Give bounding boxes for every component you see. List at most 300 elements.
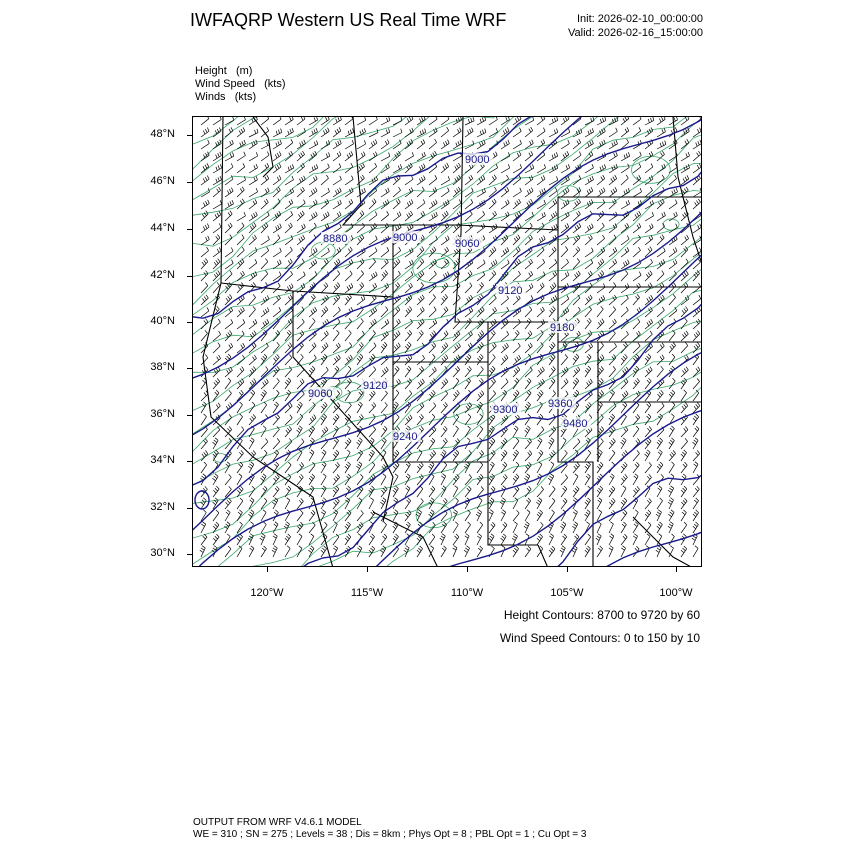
wind-barb [201, 295, 208, 305]
wind-barb [633, 462, 639, 473]
wind-barb [453, 450, 459, 461]
wind-barb [357, 318, 363, 329]
wind-barb [597, 319, 604, 329]
wind-barb [501, 343, 509, 353]
wind-barb [681, 486, 687, 497]
wind-barb [345, 402, 351, 413]
wind-barb [369, 546, 375, 557]
wind-barb [345, 330, 351, 341]
wind-barb [657, 390, 663, 401]
wind-barb [609, 307, 616, 318]
lat-tick [187, 135, 192, 136]
wind-barb [597, 498, 602, 509]
wind-barb [681, 522, 687, 533]
wind-barb [309, 474, 315, 485]
wind-barb [453, 426, 459, 437]
wind-barb [369, 498, 374, 509]
wind-barb [585, 510, 591, 521]
wind-barb [333, 330, 339, 341]
wind-barb [417, 546, 423, 557]
state-border [633, 517, 693, 567]
wind-barb [321, 462, 326, 473]
wind-barb [357, 510, 363, 521]
wind-barb [381, 247, 389, 257]
wind-barb [321, 427, 328, 437]
wind-barb [633, 272, 641, 281]
wind-barb [621, 438, 627, 449]
wind-barb [513, 367, 520, 378]
lat-tick [187, 554, 192, 555]
wind-barb [645, 498, 652, 509]
lat-tick [187, 322, 192, 323]
wind-barb [489, 175, 496, 185]
wind-barb [657, 271, 664, 281]
wind-barb [465, 522, 471, 533]
wind-barb [393, 366, 399, 377]
wind-barb [657, 414, 663, 425]
wind-barb [669, 224, 677, 233]
wind-barb [657, 498, 663, 509]
wind-barb [213, 223, 221, 233]
wind-speed-contour [663, 219, 679, 230]
wind-barb [297, 498, 303, 509]
wind-barb [213, 319, 220, 329]
wind-barb [453, 378, 459, 389]
wind-barb [261, 307, 269, 317]
wind-barb [465, 534, 469, 545]
wind-barb [357, 259, 364, 269]
wind-barb [597, 175, 605, 185]
wind-barb [249, 164, 258, 173]
wind-barb [465, 283, 472, 293]
wind-barb [561, 438, 566, 449]
wind-barb [585, 318, 591, 329]
wind-barb [405, 283, 413, 293]
wind-barb [369, 343, 376, 353]
wind-barb [537, 534, 543, 545]
wind-barb [345, 271, 352, 281]
wind-barb [333, 247, 341, 257]
wind-barb [525, 498, 531, 509]
wind-barb [453, 163, 461, 173]
wind-barb [321, 199, 329, 209]
wind-barb [393, 331, 400, 341]
wind-barb [633, 223, 641, 233]
wind-barb [381, 188, 389, 197]
wind-barb [201, 224, 209, 234]
wind-barb [537, 342, 543, 353]
wind-barb [693, 510, 699, 521]
wind-barb [429, 128, 437, 137]
wind-speed-contour [193, 376, 702, 567]
wind-barb [572, 546, 577, 557]
wind-barb [477, 546, 483, 557]
wind-barb [681, 164, 690, 173]
wind-barb [537, 247, 544, 257]
wind-barb [633, 152, 641, 161]
wind-barb [237, 414, 243, 425]
height-contour-label: 9120 [498, 285, 523, 297]
height-contour-label: 9240 [393, 431, 418, 443]
wind-barb [309, 343, 316, 353]
wind-barb [261, 236, 269, 245]
wind-barb [549, 306, 555, 317]
wind-barb [561, 498, 567, 509]
wind-barb [285, 284, 293, 293]
wind-barb [417, 129, 426, 138]
wind-barb [309, 450, 314, 461]
wind-barb [237, 307, 245, 317]
wind-barb [597, 295, 605, 305]
valid-time: Valid: 2026-02-16_15:00:00 [568, 27, 703, 39]
wind-barb [561, 117, 569, 125]
wind-barb [261, 510, 266, 521]
wind-barb [537, 139, 545, 149]
wind-barb [609, 546, 613, 557]
wind-barb [285, 151, 293, 161]
wind-barb [465, 175, 473, 185]
wind-barb [405, 330, 412, 341]
wind-barb [345, 450, 350, 461]
wind-barb [285, 534, 291, 545]
wind-barb [285, 188, 294, 197]
wind-barb [585, 462, 591, 473]
wind-barb [657, 117, 665, 125]
wind-barb [453, 319, 460, 329]
wind-barb [621, 510, 627, 521]
wind-barb [513, 486, 519, 497]
wind-barb [345, 283, 353, 293]
wind-barb [525, 414, 531, 425]
height-contour-label: 8880 [323, 233, 348, 245]
wind-barb [201, 128, 209, 138]
wind-barb [525, 283, 533, 293]
wind-barb [213, 378, 220, 389]
wind-barb [321, 474, 326, 485]
lat-label: 36°N [150, 408, 175, 420]
wind-barb [477, 534, 482, 545]
wind-barb [273, 140, 282, 149]
wind-barb [561, 212, 569, 221]
wind-barb [381, 283, 389, 293]
wind-barb [525, 235, 533, 245]
wind-barb [309, 402, 315, 413]
wind-barb [621, 223, 629, 233]
wind-barb [237, 283, 244, 294]
wind-barb [512, 534, 517, 545]
wind-barb [597, 247, 605, 257]
wind-barb [657, 438, 663, 449]
wind-barb [693, 546, 698, 557]
wind-barb [693, 164, 701, 174]
wind-barb [573, 486, 579, 497]
wind-barb [633, 450, 640, 461]
wind-barb [237, 199, 244, 209]
wind-barb [537, 510, 543, 521]
wind-barb [489, 199, 496, 209]
wind-barb [369, 402, 376, 413]
wind-barb [237, 510, 242, 521]
wind-barb [645, 163, 653, 173]
wind-barb [669, 212, 677, 221]
height-contour-label: 9000 [393, 232, 418, 244]
wind-barb [597, 164, 606, 173]
wind-barb [669, 378, 675, 389]
lon-label: 105°W [550, 587, 584, 599]
wind-barb [417, 176, 425, 185]
wind-barb [285, 426, 292, 437]
wind-barb [285, 486, 291, 497]
wind-barb [525, 331, 532, 341]
field-label-winds: Winds (kts) [195, 91, 257, 103]
wind-barb [333, 127, 341, 137]
wind-barb [537, 414, 543, 425]
wind-barb [489, 343, 496, 353]
wind-barb [645, 450, 651, 461]
wind-speed-legend: Wind Speed Contours: 0 to 150 by 10 [499, 631, 700, 645]
wind-barb [597, 306, 603, 317]
wind-barb [465, 128, 473, 137]
wind-barb [357, 152, 365, 161]
wind-barb [464, 546, 470, 557]
wind-barb [489, 486, 495, 497]
wind-barb [561, 164, 570, 173]
wind-barb [333, 355, 340, 365]
wind-barb [453, 522, 458, 533]
wind-barb [669, 200, 677, 209]
wind-barb [297, 117, 305, 125]
wind-barb [501, 164, 510, 173]
wind-barb [225, 510, 230, 521]
lat-tick [187, 276, 192, 277]
wind-barb [561, 475, 568, 486]
wind-barb [657, 343, 664, 353]
wind-barb [477, 391, 484, 401]
wind-barb [309, 164, 318, 173]
wind-barb [393, 474, 398, 485]
wind-barb [441, 307, 448, 317]
wind-barb [489, 438, 495, 449]
lat-tick [187, 508, 192, 509]
wind-barb [621, 200, 630, 209]
wind-barb [393, 486, 399, 497]
wind-barb [681, 271, 688, 281]
wind-barb [441, 200, 449, 209]
wind-barb [393, 343, 400, 353]
wind-barb [212, 474, 218, 485]
wind-barb [501, 117, 510, 125]
wind-barb [321, 510, 326, 521]
wind-barb [525, 510, 530, 521]
wind-barb [585, 248, 593, 257]
wind-barb [249, 188, 258, 197]
wind-barb [669, 342, 676, 353]
wind-barb [669, 307, 677, 317]
wind-barb [657, 403, 664, 413]
wind-barb [249, 259, 257, 269]
wind-barb [633, 283, 641, 293]
wind-barb [213, 200, 222, 209]
wind-barb [501, 534, 507, 545]
wind-barb [585, 343, 593, 353]
wind-barb [249, 306, 256, 317]
wind-barb [261, 354, 267, 365]
wind-barb [405, 498, 411, 509]
wind-barb [597, 117, 606, 125]
wind-barb [681, 295, 689, 305]
lon-tick [467, 567, 468, 572]
wind-barb [609, 212, 617, 221]
wind-barb [429, 187, 437, 197]
wind-barb [225, 188, 233, 197]
wind-barb [273, 152, 281, 162]
wind-barb [657, 128, 666, 137]
wind-barb [561, 307, 569, 317]
wind-barb [549, 247, 556, 257]
wind-barb [621, 331, 629, 341]
wind-barb [669, 247, 677, 257]
wind-barb [405, 211, 413, 221]
wind-barb [309, 141, 318, 150]
wind-barb [572, 522, 577, 533]
wind-barb [693, 522, 699, 533]
wind-barb [345, 176, 353, 185]
wind-barb [669, 283, 676, 294]
wind-barb [693, 378, 700, 389]
wind-barb [429, 294, 436, 305]
lat-label: 44°N [150, 222, 175, 234]
wind-barb [465, 223, 473, 233]
wind-barb [200, 546, 206, 557]
wind-barb [609, 128, 617, 137]
wind-barb [585, 151, 593, 161]
wind-barb [297, 402, 303, 413]
wind-barb [273, 522, 278, 533]
wind-barb [237, 402, 243, 413]
wind-barb [621, 474, 627, 485]
wind-barb [489, 319, 497, 329]
wind-barb [225, 200, 234, 209]
wind-barb [477, 188, 486, 197]
wind-barb [693, 414, 699, 425]
wind-barb [668, 510, 674, 521]
wind-barb [321, 486, 326, 497]
wind-barb [513, 462, 519, 473]
wind-barb [573, 258, 580, 269]
wind-barb [369, 139, 377, 149]
wind-barb [273, 117, 281, 125]
wind-barb [476, 510, 482, 521]
wind-barb [633, 426, 639, 437]
wind-barb [477, 223, 485, 233]
wind-barb [537, 474, 542, 485]
wind-barb [656, 510, 662, 521]
height-contour-label: 9120 [363, 380, 388, 392]
wind-barb [225, 414, 232, 425]
wind-barb [297, 272, 305, 281]
wind-barb [549, 199, 557, 209]
wind-barb [513, 450, 519, 461]
wind-barb [369, 534, 375, 545]
wind-barb [501, 474, 507, 485]
wind-barb [585, 498, 591, 509]
wind-barb [249, 247, 257, 257]
wind-barb [260, 534, 265, 545]
lat-label: 30°N [150, 547, 175, 559]
wind-barb [381, 426, 387, 437]
wind-barb [309, 307, 317, 317]
wind-barb [537, 128, 545, 137]
wind-barb [357, 271, 364, 282]
wind-barb [596, 534, 601, 545]
wind-barb [393, 129, 402, 137]
height-contour [193, 468, 702, 567]
wind-barb [645, 510, 651, 521]
wind-barb [369, 117, 377, 125]
wind-barb [213, 117, 221, 125]
wind-barb [669, 390, 675, 401]
wind-barb [237, 367, 244, 377]
wind-barb [633, 474, 638, 485]
wind-barb [537, 390, 543, 401]
wind-barb [597, 522, 601, 533]
height-contour-label: 9360 [548, 398, 573, 410]
wind-barb [261, 439, 268, 450]
wind-barb [609, 187, 617, 197]
wind-barb [237, 127, 245, 137]
wind-barb [381, 402, 387, 413]
wind-barb [225, 307, 233, 317]
wind-barb [681, 450, 687, 461]
wind-barb [585, 379, 592, 389]
wind-barb [381, 259, 388, 269]
wind-barb [597, 235, 605, 245]
wind-barb [357, 235, 364, 246]
wind-barb [657, 462, 663, 473]
wind-barb [369, 259, 376, 270]
wind-barb [489, 260, 497, 270]
wind-barb [441, 188, 449, 197]
wind-barb [501, 331, 509, 341]
wind-barb [693, 140, 701, 149]
wind-barb [357, 223, 365, 233]
wind-barb [621, 462, 627, 473]
wind-barb [525, 402, 531, 413]
wind-barb [621, 486, 626, 497]
wind-barb [273, 486, 279, 497]
wind-barb [681, 175, 689, 185]
wind-barb [585, 224, 593, 233]
wind-barb [489, 247, 496, 257]
wind-barb [681, 510, 686, 521]
wind-barb [345, 378, 352, 389]
wind-barb [489, 510, 493, 521]
wind-barb [357, 438, 363, 449]
wind-barb [621, 522, 626, 533]
wind-barb [525, 378, 531, 389]
state-border [558, 197, 593, 567]
wind-barb [249, 199, 257, 209]
wind-barb [309, 151, 317, 161]
wind-barb [453, 534, 459, 545]
wind-barb [537, 164, 546, 173]
wind-barb [345, 510, 351, 521]
wind-barb [213, 510, 219, 521]
wind-barb [249, 129, 258, 137]
wind-barb [513, 271, 521, 281]
wind-barb [537, 259, 545, 269]
wind-barb [333, 366, 339, 377]
